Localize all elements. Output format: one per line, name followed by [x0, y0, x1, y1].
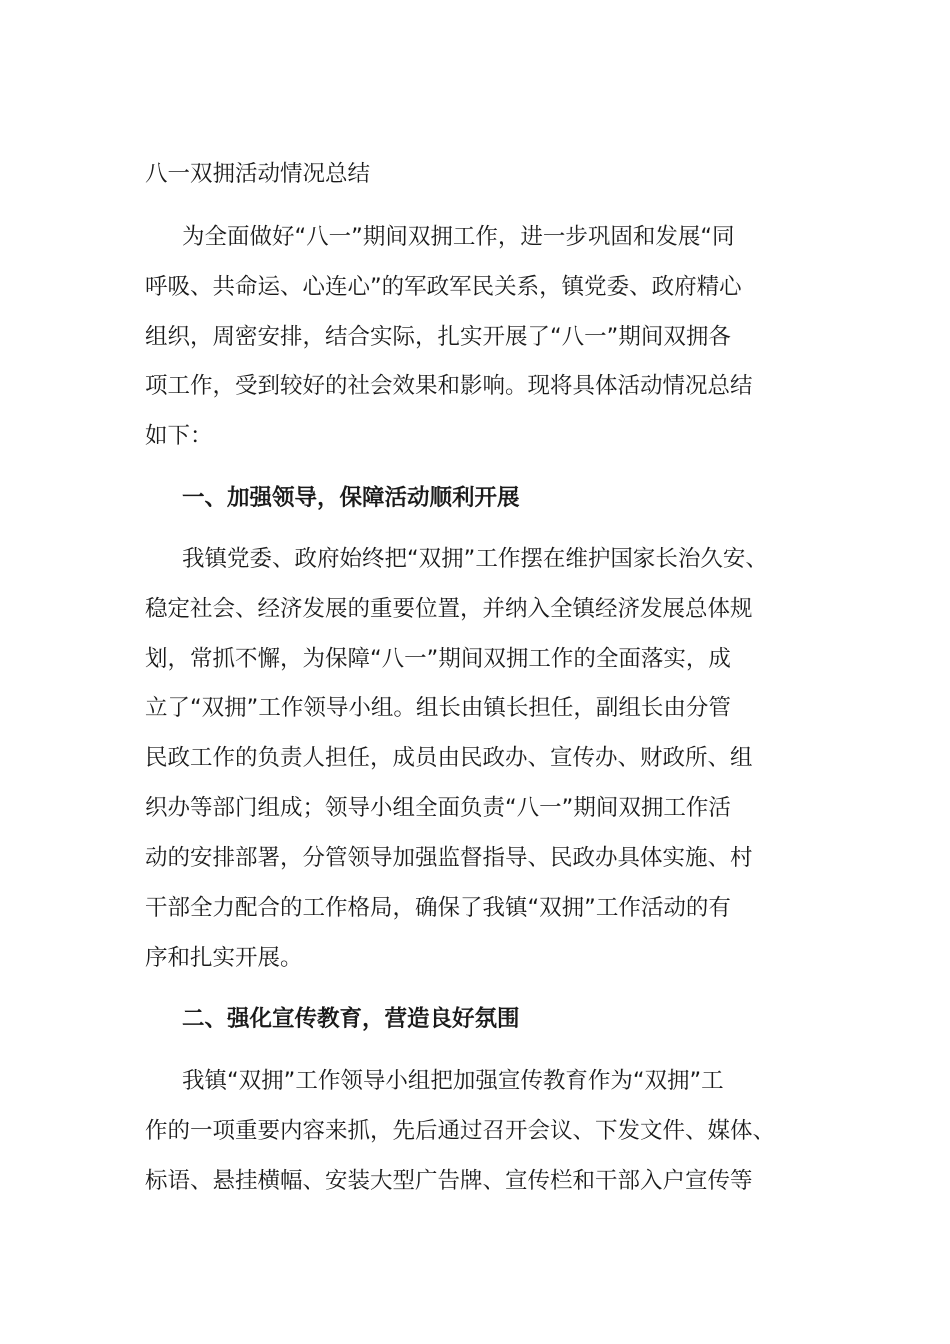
- paragraph-line: 划，常抓不懈，为保障“八一”期间双拥工作的全面落实，成: [145, 646, 731, 672]
- paragraph-line: 序和扎实开展。: [145, 945, 303, 971]
- paragraph-line: 民政工作的负责人担任，成员由民政办、宣传办、财政所、组: [145, 745, 753, 771]
- paragraph-line: 作的一项重要内容来抓，先后通过召开会议、下发文件、媒体、: [145, 1118, 776, 1144]
- paragraph-line: 我镇“双拥”工作领导小组把加强宣传教育作为“双拥”工: [182, 1068, 724, 1094]
- intro-line: 为全面做好“八一”期间双拥工作，进一步巩固和发展“同: [182, 224, 735, 250]
- paragraph-line: 我镇党委、政府始终把“双拥”工作摆在维护国家长治久安、: [182, 546, 768, 572]
- paragraph-line: 稳定社会、经济发展的重要位置，并纳入全镇经济发展总体规: [145, 596, 753, 622]
- paragraph-line: 干部全力配合的工作格局，确保了我镇“双拥”工作活动的有: [145, 895, 731, 921]
- section-heading: 二、强化宣传教育，营造良好氛围: [182, 1006, 520, 1032]
- document-title: 八一双拥活动情况总结: [145, 161, 371, 187]
- intro-line: 如下：: [145, 423, 213, 449]
- paragraph-line: 动的安排部署，分管领导加强监督指导、民政办具体实施、村: [145, 845, 753, 871]
- intro-line: 呼吸、共命运、心连心”的军政军民关系，镇党委、政府精心: [145, 274, 742, 300]
- section-heading: 一、加强领导，保障活动顺利开展: [182, 485, 520, 511]
- paragraph-line: 标语、悬挂横幅、安装大型广告牌、宣传栏和干部入户宣传等: [145, 1168, 753, 1194]
- paragraph-line: 立了“双拥”工作领导小组。组长由镇长担任，副组长由分管: [145, 695, 731, 721]
- intro-line: 组织，周密安排，结合实际，扎实开展了“八一”期间双拥各: [145, 324, 731, 350]
- intro-line: 项工作，受到较好的社会效果和影响。现将具体活动情况总结: [145, 373, 753, 399]
- paragraph-line: 织办等部门组成；领导小组全面负责“八一”期间双拥工作活: [145, 795, 731, 821]
